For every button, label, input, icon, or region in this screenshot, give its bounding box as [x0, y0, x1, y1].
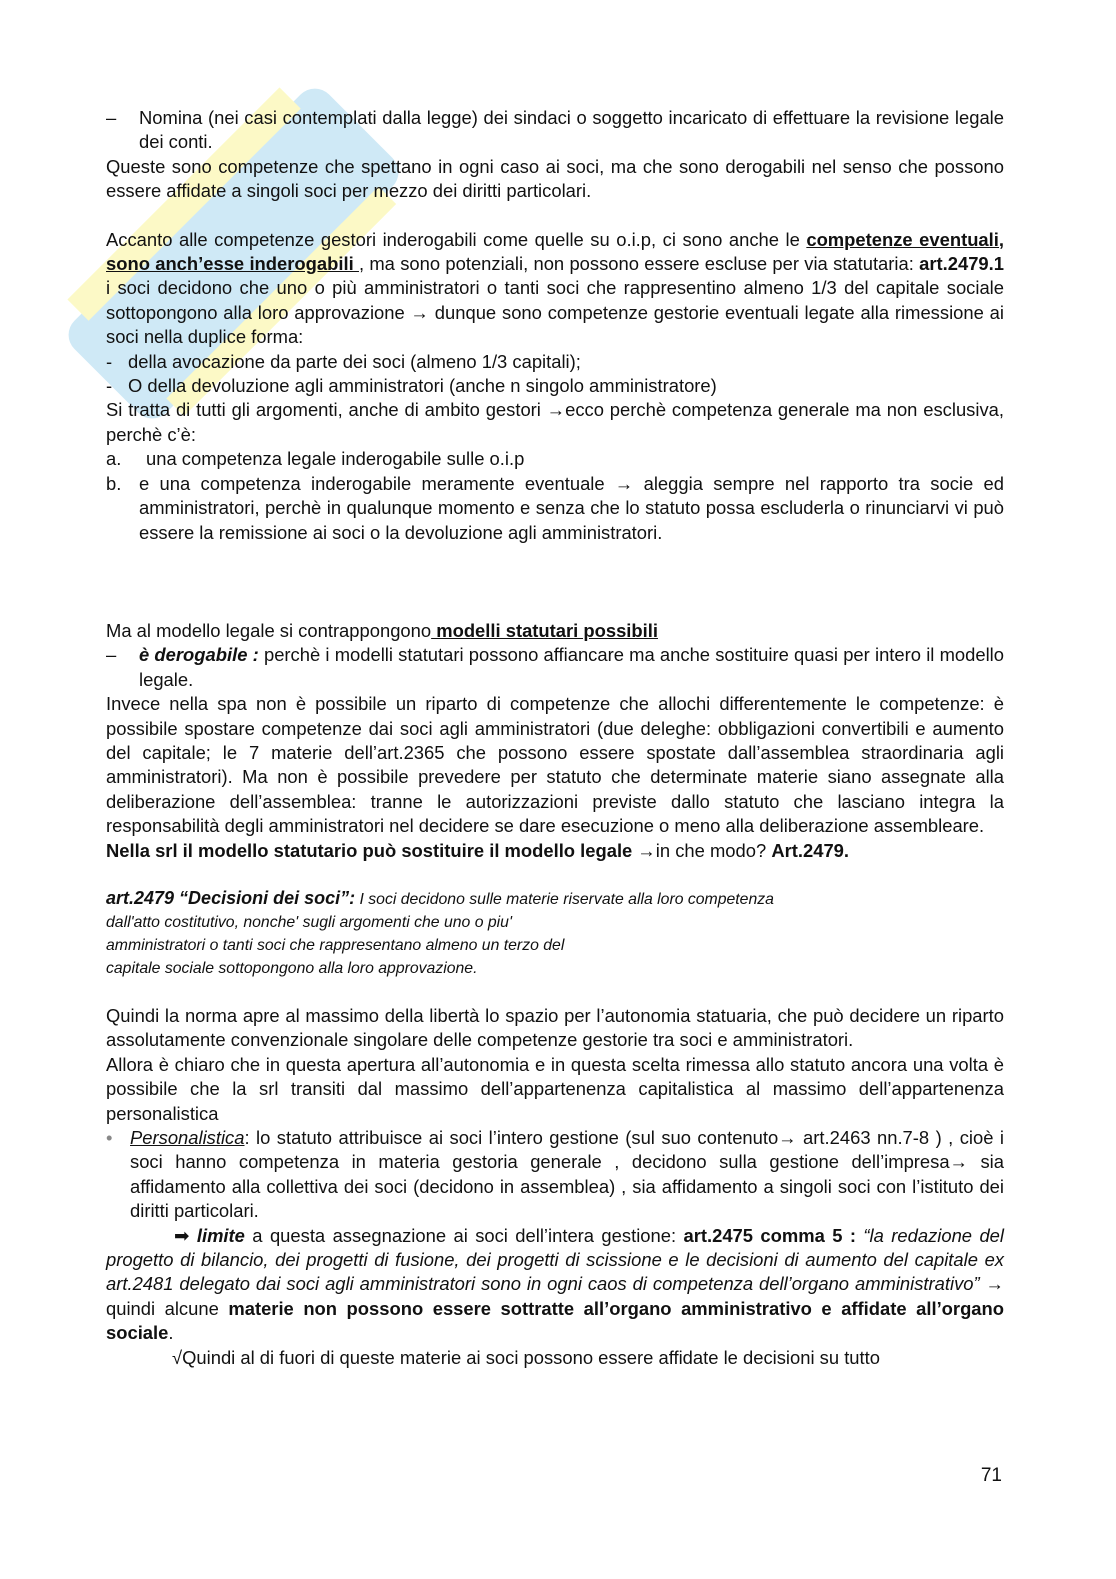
text-run: →in che modo? [632, 839, 772, 861]
bold-underlined-phrase: competenze eventuali, sono anch’esse inderogabili [106, 228, 1004, 275]
text-run: perchè i modelli statutari possono affiancare ma anche sostituire quasi per intero il modello legale. [139, 644, 1004, 690]
text-run: → quindi alcune [106, 1273, 1004, 1319]
bold-italic-phrase: è derogabile : [139, 644, 259, 666]
paragraph-limite [106, 1224, 1004, 1346]
bold-phrase: materie non possono essere sottratte all’organo amministrativo e affidate all’organo sociale [106, 1297, 1004, 1344]
list-item [106, 374, 1004, 398]
dash-marker: - [106, 375, 113, 397]
text-run: Ma al modello legale si contrappongono [106, 619, 432, 641]
dash-marker: – [106, 644, 117, 666]
italic-quote: “la redazione del progetto di bilancio, dei progetti di fusione, dei progetti di scissione e le decisioni di aumento del capitale ex art.2481 delegato dai soci agli amministratori sono in ogni caos di competenza dell’organo amministrativo” [106, 1224, 1004, 1295]
bullet-marker: • [106, 1127, 113, 1148]
checkmark-icon: √ [172, 1346, 183, 1368]
paragraph-last [106, 1346, 1004, 1370]
list-item-text: e una competenza inderogabile meramente eventuale → aleggia sempre nel rapporto tra socie ed amministratori, perchè in qualunque momento e senza che lo statuto possa escluderla o rinunciarvi vi può essere la remissione ai soci o la devoluzione agli amministratori. [139, 472, 1004, 543]
letter-marker: b. [106, 472, 122, 494]
list-item [106, 350, 1004, 374]
quote-line: dall'atto costitutivo, nonche' sugli argomenti che uno o piu' [106, 913, 512, 931]
text-run: . [168, 1322, 174, 1344]
quote-line: capitale sociale sottopongono alla loro approvazione. [106, 959, 478, 977]
text-run: : lo statuto attribuisce ai soci l’intero gestione (sul suo contenuto→ art.2463 nn.7-8 ) , cioè i soci hanno competenza in materia gestoria generale , decidono sulla gestione dell’impresa→ sia affidamento alla collettiva dei soci (decidono in assemblea) , sia affidamento a singoli soci con l’istituto dei diritti particolari. [130, 1127, 1004, 1222]
paragraph-nomina [106, 106, 1004, 155]
quote-line: amministratori o tanti soci che rappresentano almeno un terzo del [106, 936, 565, 954]
list-item [106, 472, 1004, 545]
paragraph-accanto [106, 228, 1004, 350]
text-run: i soci decidono che uno o più amministratori o tanti soci che rappresentino almeno 1/3 del capitale sociale sottopongono alla loro approvazione → dunque sono competenze gestorie eventuali legate alla rimessione ai soci nella duplice forma: [106, 277, 1004, 348]
article-reference: Art.2479. [771, 839, 850, 861]
dash-marker: – [106, 107, 117, 128]
article-quote [106, 887, 1004, 980]
paragraph-competenze: Queste sono competenze che spettano in ogni caso ai soci, ma che sono derogabili nel senso che possono essere affidate a singoli soci per mezzo dei diritti particolari. [106, 155, 1004, 202]
quote-line: I soci decidono sulle materie riservate alla loro competenza [355, 890, 774, 908]
paragraph-si-tratta: Si tratta di tutti gli argomenti, anche di ambito gestori →ecco perchè competenza generale ma non esclusiva, perchè c’è: [106, 399, 1004, 445]
paragraph-text: Nomina (nei casi contemplati dalla legge) dei sindaci o soggetto incaricato di effettuare la revisione legale dei conti. [139, 107, 1004, 153]
document-page [106, 106, 1004, 1370]
page-number: 71 [980, 1465, 1002, 1486]
quote-label: art.2479 “Decisioni dei soci”: [106, 887, 356, 908]
text-run: Accanto alle competenze gestori inderogabili come quelle su o.i.p, ci sono anche le [106, 228, 807, 250]
text-run: , ma sono potenziali, non possono essere escluse per via statutaria: [358, 253, 920, 275]
italic-underlined-term: Personalistica [130, 1127, 245, 1148]
bullet-personalistica [106, 1126, 1004, 1224]
paragraph-allora: Allora è chiaro che in questa apertura all’autonomia e in questa scelta rimessa allo statuto ancora una volta è possibile che la srl transiti dal massimo dell’appartenenza capitalistica al massimo dell’appartenenza personalistica [106, 1053, 1004, 1124]
bold-phrase: Nella srl il modello statutario può sostituire il modello legale [106, 839, 633, 861]
letter-marker: a. [106, 448, 122, 470]
list-item-text: della avocazione da parte dei soci (almeno 1/3 capitali); [128, 350, 581, 372]
paragraph-modello-legale [106, 619, 1004, 643]
list-item-text: una competenza legale inderogabile sulle o.i.p [146, 448, 525, 470]
arrow-icon: ➡ [174, 1224, 190, 1246]
paragraph-text: Quindi al di fuori di queste materie ai soci possono essere affidate le decisioni su tutto [182, 1346, 880, 1368]
list-item [106, 447, 1004, 471]
dash-marker: - [106, 350, 113, 372]
paragraph-spa: Invece nella spa non è possibile un riparto di competenze che allochi differentemente le competenze: è possibile spostare competenze dai soci agli amministratori (due deleghe: obbligazioni convertibili e aumento del capitale; le 7 materie dell’art.2365 che possono essere spostate dall’assemblea straordinaria agli amministratori). Ma non è possibile prevedere per statuto che determinate materie siano assegnate alla deliberazione dell’assemblea: tranne le autorizzazioni previste dallo statuto che lasciano integra la responsabilità degli amministratori nel decidere se dare esecuzione o meno alla deliberazione assembleare. [106, 693, 1004, 837]
list-item-text: O della devoluzione agli amministratori (anche n singolo amministratore) [128, 375, 717, 397]
article-reference: art.2475 comma 5 : [683, 1224, 856, 1246]
paragraph-srl [106, 839, 1004, 863]
text-run: a questa assegnazione ai soci dell’intera gestione: [244, 1224, 684, 1246]
paragraph-derogabile [106, 643, 1004, 692]
bold-underlined-phrase: modelli statutari possibili [431, 619, 658, 641]
paragraph-quindi-norma: Quindi la norma apre al massimo della libertà lo spazio per l’autonomia statuaria, che può decidere un riparto assolutamente convenzionale singolare delle competenze gestorie tra soci e amministratori. [106, 1004, 1004, 1051]
bold-italic-phrase: limite [196, 1224, 245, 1246]
article-reference: art.2479.1 [919, 253, 1004, 275]
